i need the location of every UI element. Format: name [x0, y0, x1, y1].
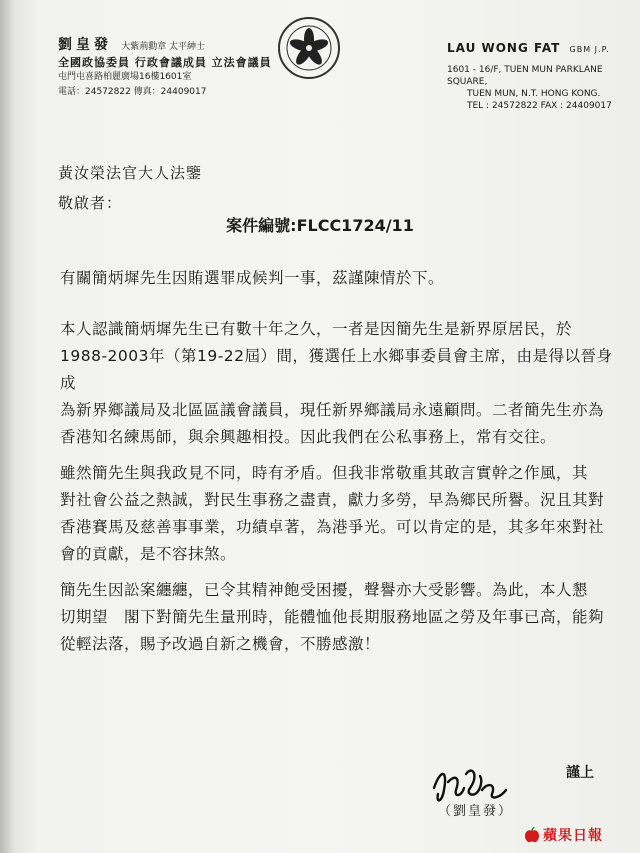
sender-address-zh: 屯門屯喜路柏麗廣場16樓1601室	[58, 72, 192, 82]
letterhead-chinese	[58, 38, 272, 100]
newspaper-logo-text: 蘋果日報	[543, 828, 603, 844]
paragraph-3: 雖然簡先生與我政見不同，時有矛盾。但我非常敬重其敢言實幹之作風，其 對社會公益之熱誠，對民生事務之盡責，獻力多勞，早為鄉民所譽。況且其對 香港賽馬及慈善事事業，功績卓著，為港爭光。可以肯定的是，其多年來對社 會的貢獻，是不容抹煞。	[60, 464, 605, 563]
sender-contact-zh: 電話：24572822 傳真：24409017	[58, 87, 207, 97]
closing: 謹上	[566, 765, 594, 781]
paragraph-4: 簡先生因訟案纏纏，已令其精神飽受困擾，聲譽亦大受影響。為此，本人懇 切期望 閣下對簡先生量刑時，能體恤他長期服務地區之勞及年事已高，能夠 從輕法落，賜予改過自新之機會，不勝感激！	[60, 581, 605, 653]
page-edge-shadow	[0, 0, 14, 853]
recipient: 黃汝榮法官大人法鑒	[58, 164, 203, 182]
sender-titles-zh: 全國政協委員 行政會議成員 立法會議員	[58, 56, 272, 69]
sender-address-en-2: TUEN MUN, N.T. HONG KONG.	[467, 89, 601, 99]
case-number: 案件編號:FLCC1724/11	[226, 216, 414, 235]
apple-icon	[524, 827, 540, 843]
sender-honors-zh: 大紫荊勳章 太平紳士	[121, 42, 206, 52]
hksar-emblem-icon	[277, 16, 341, 80]
sender-contact-en: TEL : 24572822 FAX : 24409017	[467, 101, 612, 111]
sender-address-en-1: 1601 - 16/F, TUEN MUN PARKLANE SQUARE,	[447, 65, 603, 87]
sender-name-zh: 劉皇發	[58, 37, 112, 53]
sender-name-en: LAU WONG FAT	[447, 41, 561, 55]
greeting: 敬啟者：	[58, 194, 123, 212]
letterhead-english	[447, 42, 640, 112]
newspaper-watermark	[524, 825, 603, 845]
salutation	[58, 158, 202, 218]
paragraph-2: 本人認識簡炳墀先生已有數十年之久，一者是因簡先生是新界原居民，於 1988-2003年（第19-22屆）間，獲選任上水鄉事委員會主席，由是得以晉身成 為新界鄉議局及北區區議會議員，現任新界鄉議局永遠顧問。二者簡先生亦為 香港知名練馬師，與余興趣相投。因此我們在公私事務上，常有交往。	[60, 320, 613, 446]
signer-name: （劉皇發）	[438, 804, 514, 819]
paragraph-1: 有關簡炳墀先生因賄選罪成候判一事，茲謹陳情於下。	[60, 269, 445, 287]
sender-honors-en: GBM J.P.	[569, 45, 610, 54]
